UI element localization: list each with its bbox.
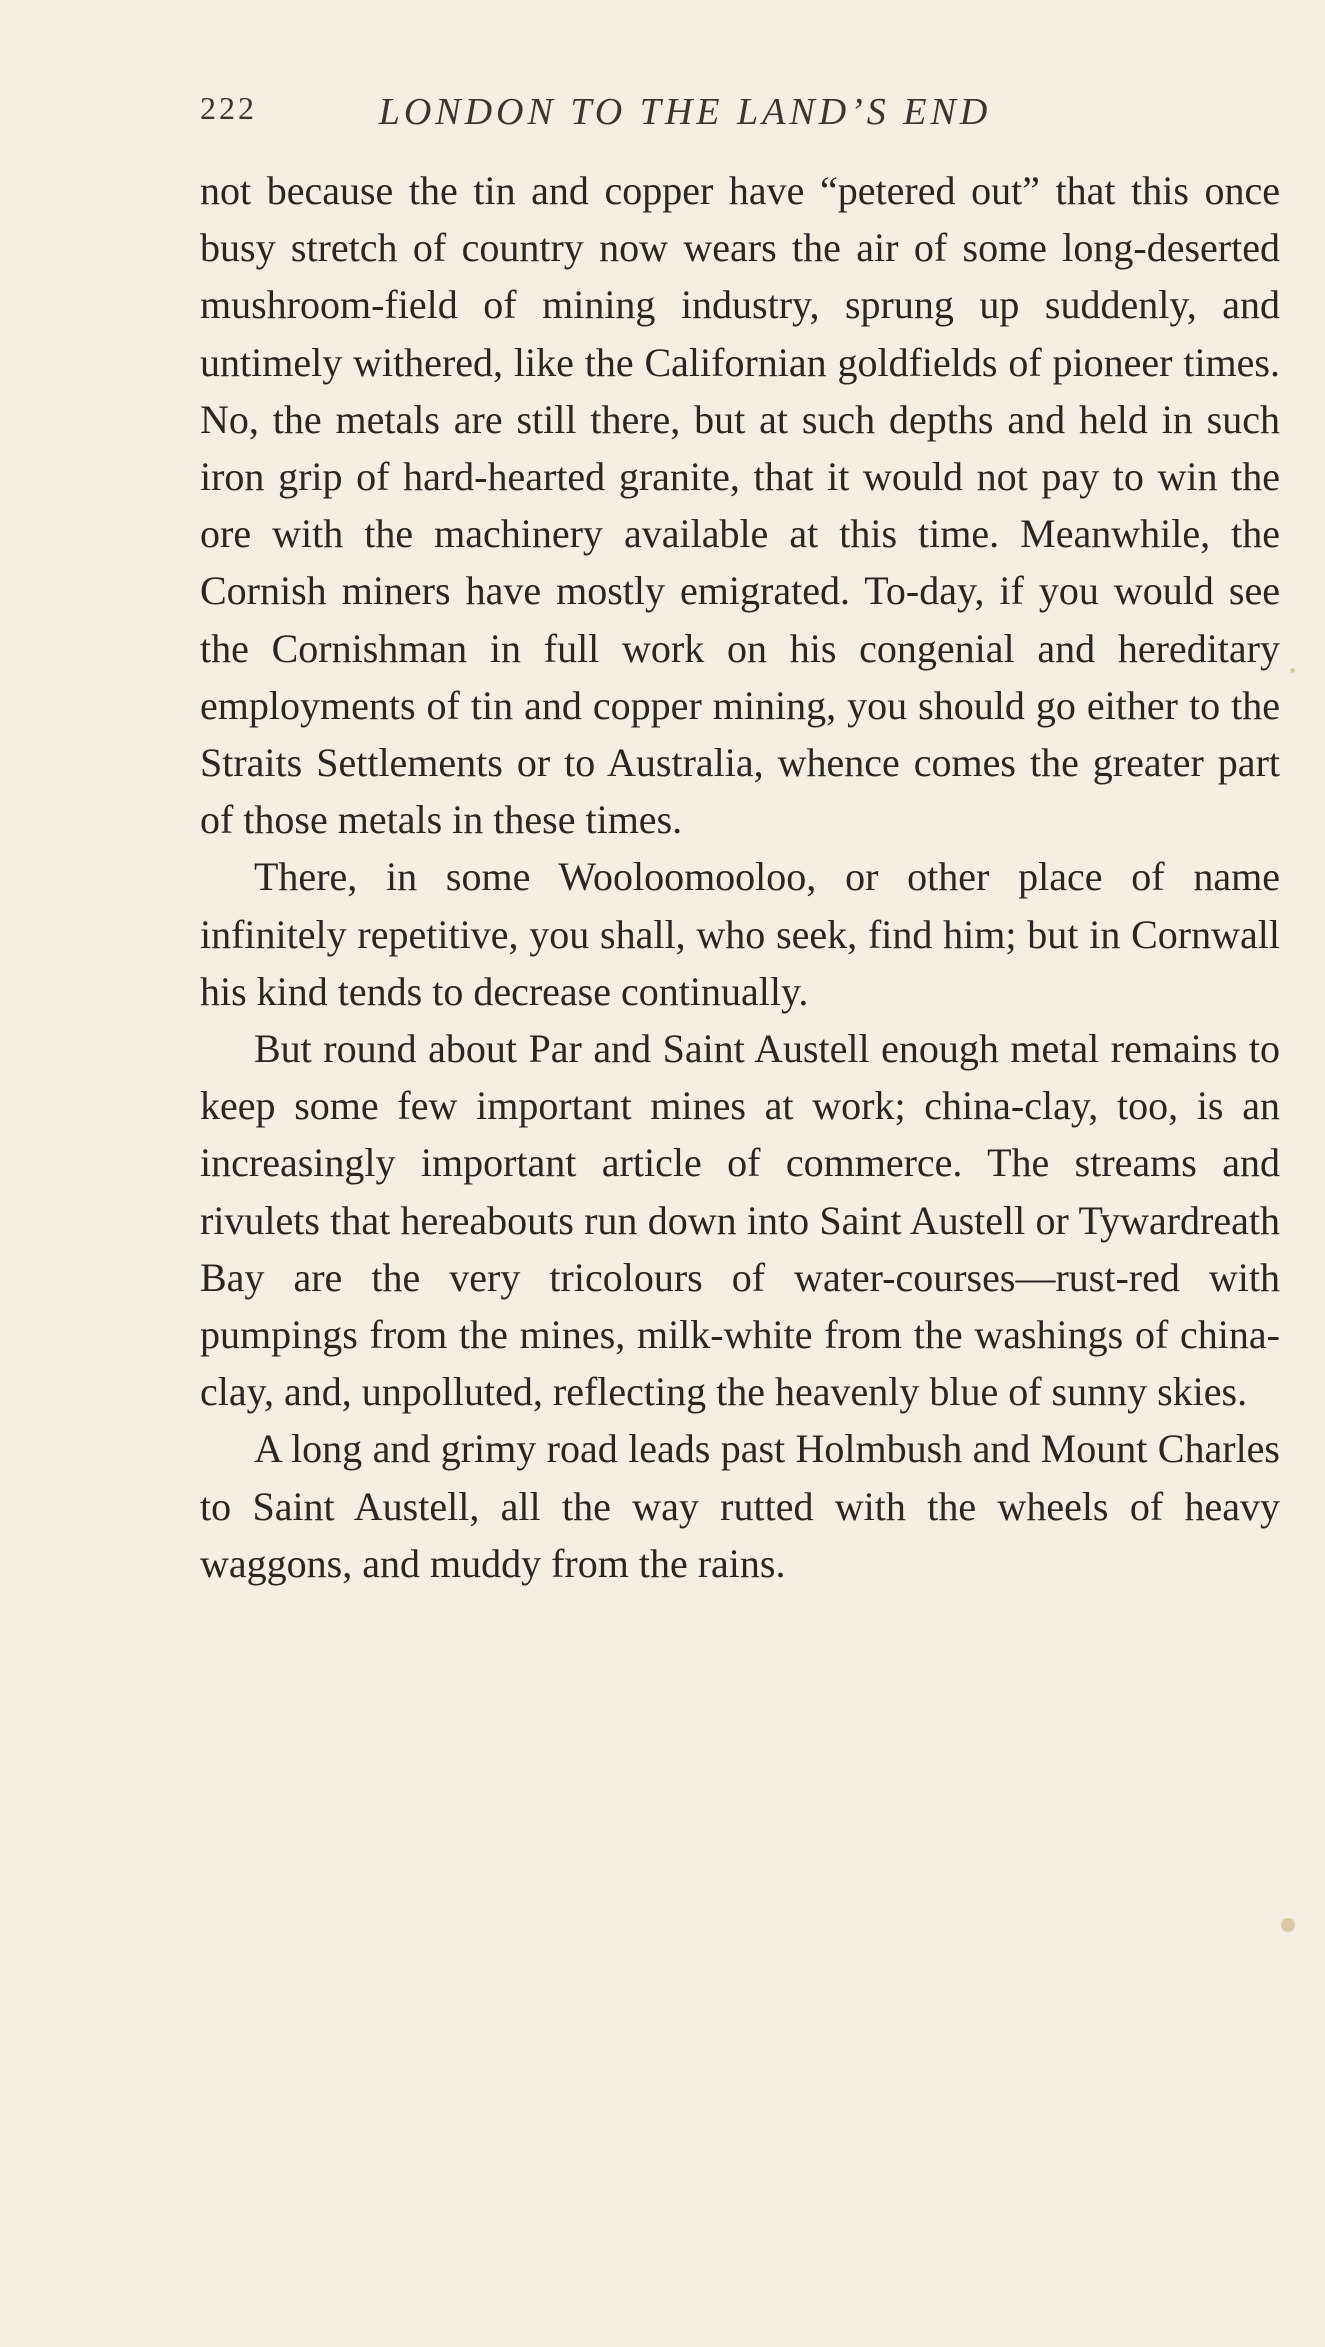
- running-head: [200, 90, 1130, 140]
- paragraph-grimy-road: A long and grimy road leads past Holmbush and Mount Charles to Saint Austell, all the way rutted with the wheels of heavy waggons, and muddy from the rains.: [200, 1426, 1280, 1586]
- paragraph-par-saint-austell: But round about Par and Saint Austell enough metal remains to keep some few important mines at work; china-clay, too, is an increasingly important article of commerce. The streams and rivulets that hereabouts run down into Saint Austell or Tywardreath Bay are the very tricolours of water-courses—rust-red with pumpings from the mines, milk-white from the washings of china-clay, and, unpolluted, reflecting the heavenly blue of sunny skies.: [200, 1026, 1280, 1415]
- page-number: 222: [200, 90, 257, 126]
- paragraph-wooloomooloo: There, in some Wooloomooloo, or other place of name infinitely repetitive, you shall, who seek, find him; but in Cornwall his kind tends to decrease continually.: [200, 854, 1280, 1014]
- body-text: [200, 162, 1280, 1592]
- running-title: LONDON TO THE LAND’S END: [378, 91, 992, 133]
- paper-blemish: [1290, 668, 1295, 673]
- paper-blemish: [1281, 1918, 1295, 1932]
- paragraph-continuation: not because the tin and copper have “petered out” that this once busy stretch of country now wears the air of some long-deserted mushroom-field of mining industry, sprung up suddenly, and untimely withered, like the Californian goldfields of pioneer times. No, the metals are still there, but at such depths and held in such iron grip of hard-hearted granite, that it would not pay to win the ore with the machinery available at this time. Meanwhile, the Cornish miners have mostly emigrated. To-day, if you would see the Cornishman in full work on his congenial and hereditary employments of tin and copper mining, you should go either to the Straits Settlements or to Australia, whence comes the greater part of those metals in these times.: [200, 168, 1280, 843]
